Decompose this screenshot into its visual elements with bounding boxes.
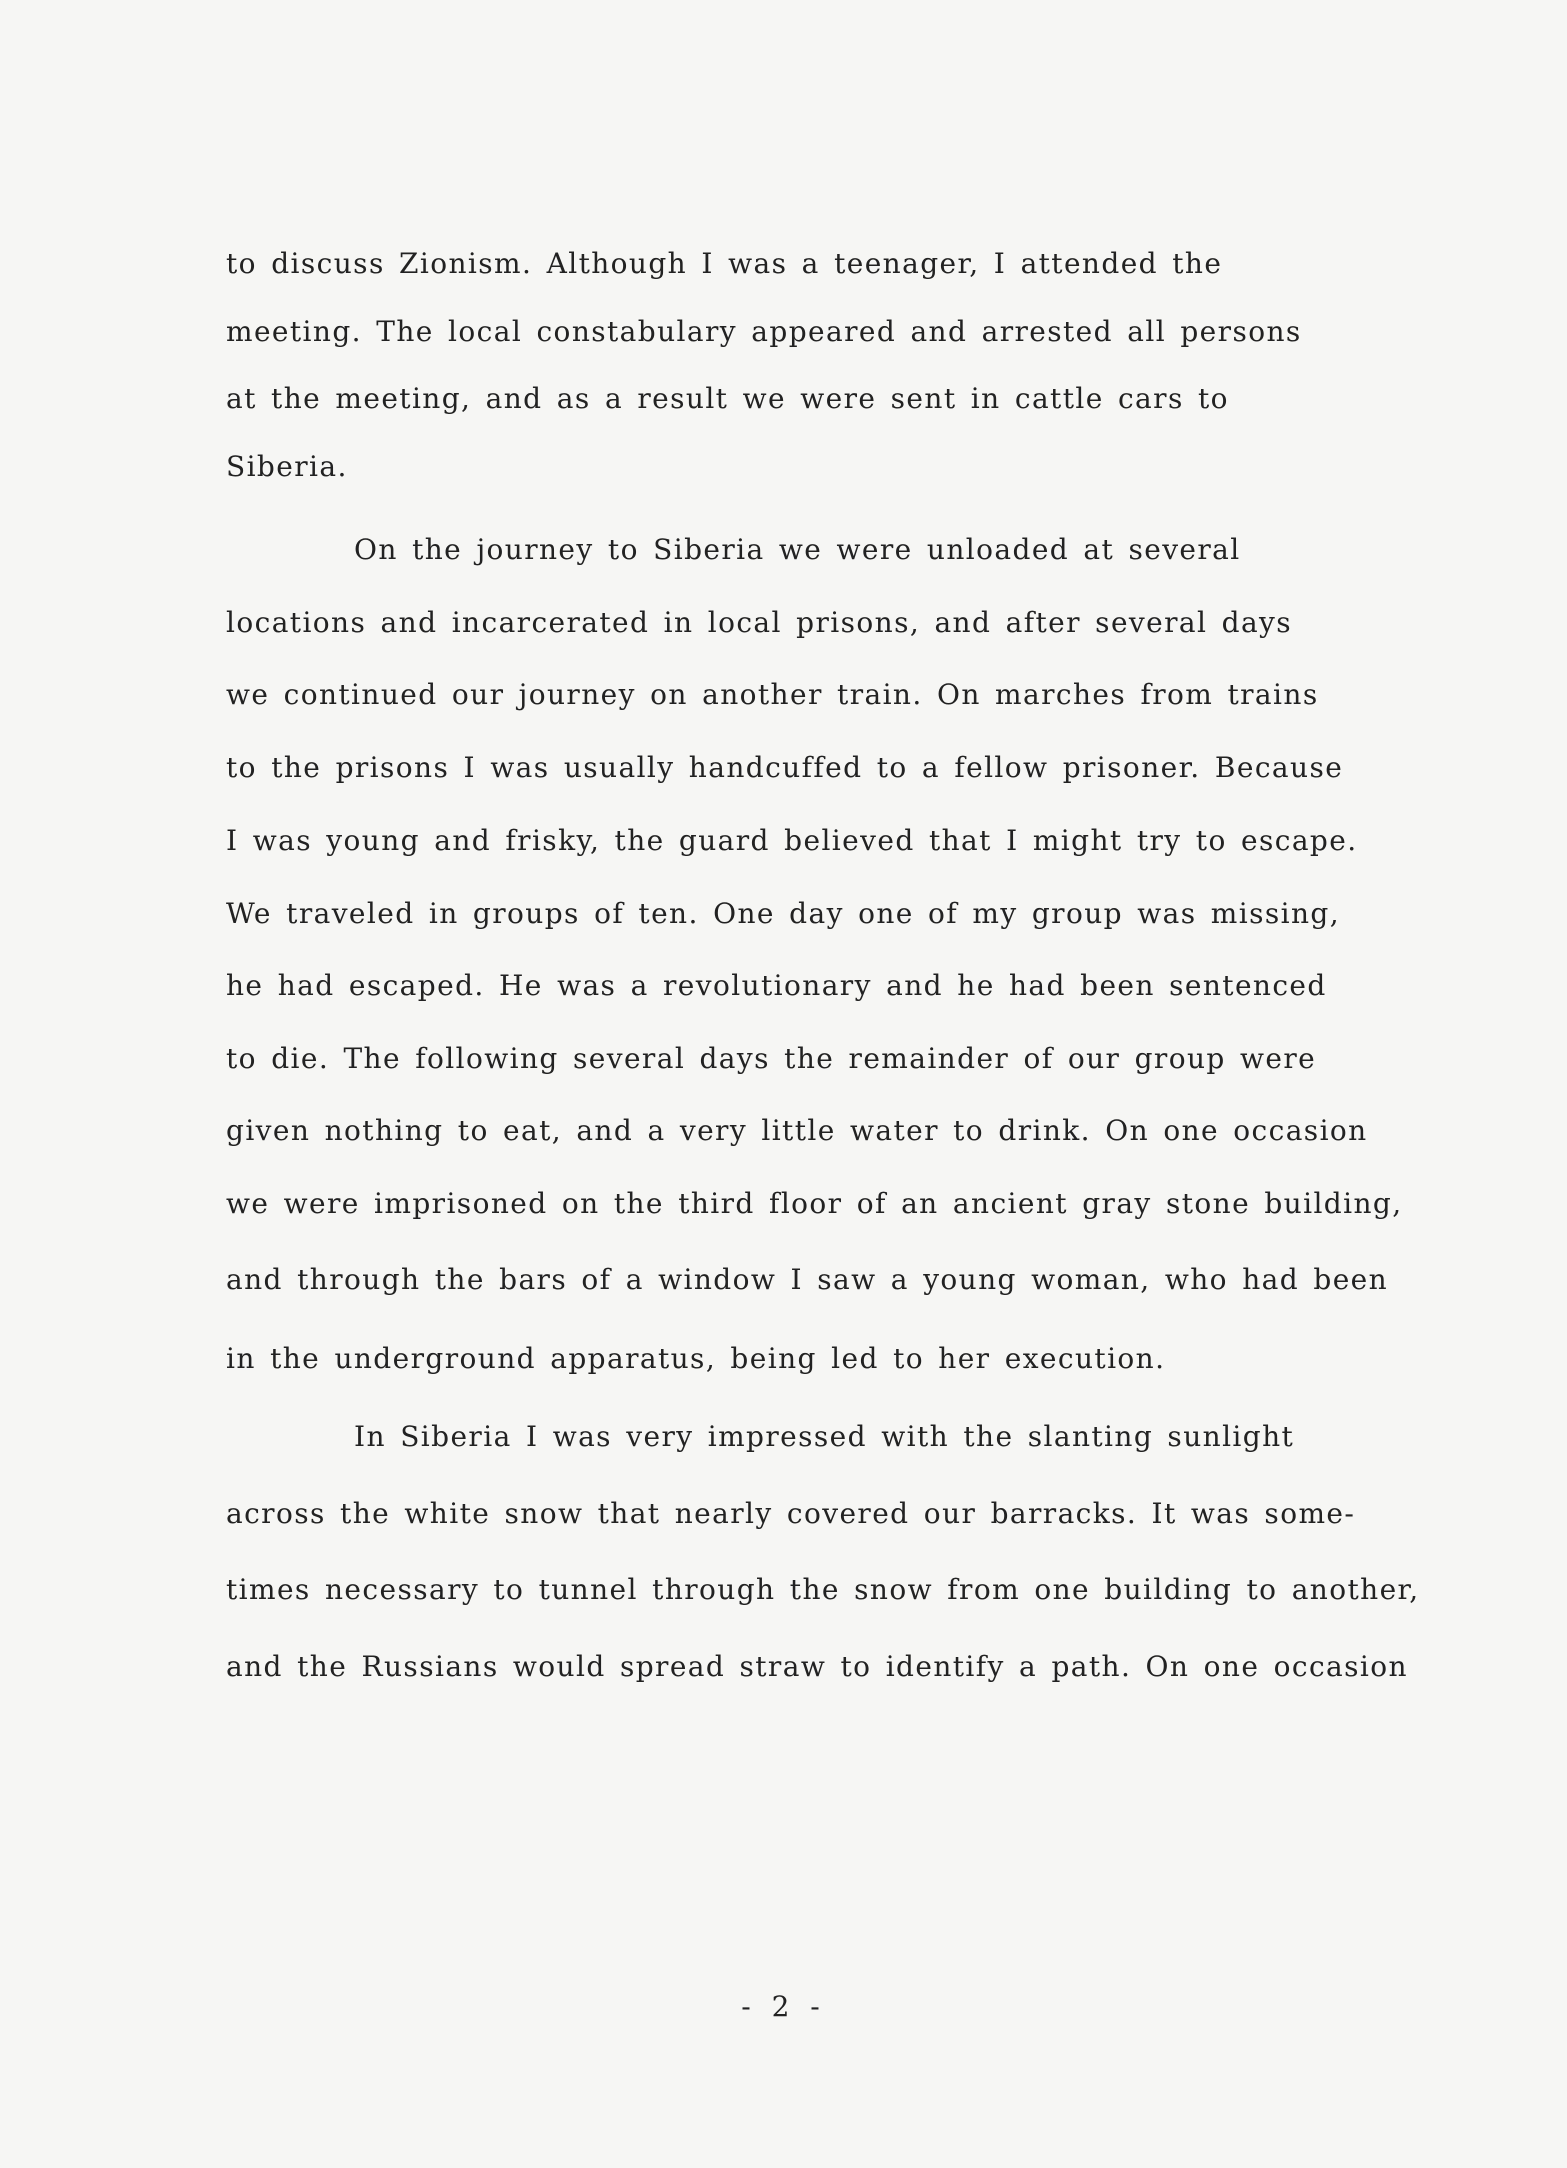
text-line: he had escaped. He was a revolutionary and he had been sentenced: [226, 969, 1327, 1002]
text-line: and the Russians would spread straw to identify a path. On one occasion: [226, 1650, 1408, 1683]
text-line: On the journey to Siberia we were unloaded at several: [354, 533, 1241, 566]
text-line: in the underground apparatus, being led to her execution.: [226, 1342, 1166, 1375]
text-line: Siberia.: [226, 450, 348, 483]
text-line: We traveled in groups of ten. One day one of my group was missing,: [226, 897, 1341, 930]
text-line: given nothing to eat, and a very little water to drink. On one occasion: [226, 1114, 1368, 1147]
text-line: across the white snow that nearly covered our barracks. It was some-: [226, 1497, 1356, 1530]
text-line: and through the bars of a window I saw a young woman, who had been: [226, 1263, 1389, 1296]
page-number: - 2 -: [741, 1990, 826, 2023]
text-line: to discuss Zionism. Although I was a teenager, I attended the: [226, 247, 1223, 280]
text-line: to die. The following several days the remainder of our group were: [226, 1042, 1317, 1075]
text-line: to the prisons I was usually handcuffed to a fellow prisoner. Because: [226, 751, 1344, 784]
text-line: at the meeting, and as a result we were sent in cattle cars to: [226, 382, 1229, 415]
text-line: locations and incarcerated in local prisons, and after several days: [226, 606, 1293, 639]
text-line: meeting. The local constabulary appeared and arrested all persons: [226, 315, 1302, 348]
text-line: I was young and frisky, the guard believed that I might try to escape.: [226, 824, 1358, 857]
text-line: we were imprisoned on the third floor of an ancient gray stone building,: [226, 1187, 1403, 1220]
text-line: In Siberia I was very impressed with the slanting sunlight: [354, 1420, 1295, 1453]
text-line: we continued our journey on another train. On marches from trains: [226, 678, 1319, 711]
text-line: times necessary to tunnel through the snow from one building to another,: [226, 1573, 1420, 1606]
